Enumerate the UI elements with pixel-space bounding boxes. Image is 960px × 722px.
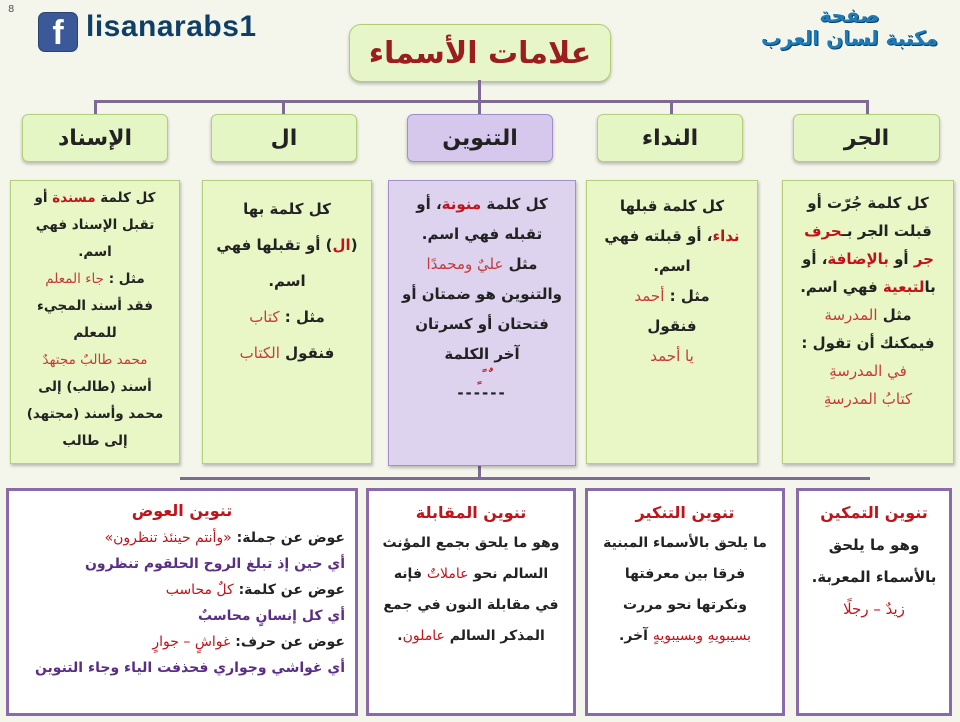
tankeer-line-4: بسيبويهِ وبسيبويهٍ آخر.	[619, 628, 751, 644]
isnad-line-7: محمد طالبٌ مجتهدٌ	[42, 352, 148, 368]
tankeer-line-3: ونكرتها نحو مررت	[623, 597, 747, 613]
tankeer-title: تنوين التنكير	[635, 503, 735, 522]
isnad-line-4: مثل : جاء المعلم	[45, 271, 145, 287]
isnad-line-1: كل كلمة مسندة أو	[34, 190, 156, 206]
isnad-line-6: للمعلم	[73, 325, 117, 341]
tamkeen-title: تنوين التمكين	[820, 503, 928, 522]
facebook-icon[interactable]	[38, 12, 78, 52]
tamkeen-line-3: زيدٌ – رجلًا	[843, 600, 905, 618]
jar-line-6: فيمكنك أن تقول :	[801, 334, 935, 352]
al-line-3: اسم.	[268, 272, 306, 290]
connector-tanween-down	[478, 464, 481, 478]
box-muqabala	[366, 488, 576, 716]
nidaa-line-2: نداء، أو قبلته فهي	[604, 227, 740, 245]
nidaa-line-5: فنقول	[647, 317, 697, 335]
header-nidaa	[597, 114, 743, 162]
header-jar	[793, 114, 940, 162]
iwad-line-6: أي غواشي وجواري فحذفت الياء وجاء التنوين	[34, 660, 345, 676]
iwad-title: تنوين العوض	[131, 501, 233, 520]
jar-line-5: مثل المدرسة	[824, 306, 912, 324]
title-box	[349, 24, 611, 82]
box-iwad	[6, 488, 358, 716]
jar-line-4: بالتبعية فهي اسم.	[800, 278, 936, 296]
isnad-line-5: فقد أسند المجيء	[36, 298, 153, 314]
facebook-letter: f	[52, 14, 64, 52]
jar-line-2: قبلت الجر بـحرف	[804, 222, 932, 240]
tamkeen-line-2: بالأسماء المعربة.	[811, 568, 937, 586]
header-nidaa-label: النداء	[641, 125, 699, 151]
iwad-line-1: عوض عن جملة: «وأنتم حينئذ تنظرون»	[104, 530, 345, 546]
jar-line-3: جر أو بالإضافة، أو	[802, 250, 934, 268]
jar-line-8: كتابُ المدرسةِ	[823, 390, 913, 408]
jar-line-7: في المدرسةِ	[829, 362, 907, 380]
header-isnad	[22, 114, 168, 162]
tanween-line-1: كل كلمة منونة، أو	[416, 195, 548, 213]
al-line-4: مثل : كتاب	[249, 308, 325, 326]
brand-line-2: مكتبة لسان العرب	[760, 26, 938, 50]
isnad-line-3: اسم.	[78, 244, 112, 260]
muqabala-line-2: السالم نحو عاملاتٌ فإنه	[393, 566, 549, 582]
isnad-line-10: إلى طالب	[62, 433, 128, 449]
content-nidaa	[586, 180, 758, 464]
header-al-label: ال	[270, 125, 298, 151]
connector-title-vertical	[478, 80, 481, 102]
content-jar	[782, 180, 954, 464]
tankeer-line-2: فرقا بين معرفتها	[624, 566, 746, 582]
content-isnad	[10, 180, 180, 464]
box-tamkeen	[796, 488, 952, 716]
tanween-line-3: مثل عليٌ ومحمدًا	[426, 255, 538, 273]
facebook-page-name: lisanarabs1	[86, 10, 257, 43]
al-line-5: فنقول الكتاب	[239, 344, 335, 362]
jar-line-1: كل كلمة جُرّت أو	[807, 194, 929, 212]
header-tanween-label: التنوين	[442, 125, 518, 151]
tanween-line-5: فتحتان أو كسرتان	[415, 315, 549, 333]
header-isnad-label: الإسناد	[57, 125, 133, 151]
tanween-marks: ٌ ً ٍ	[476, 367, 488, 385]
page-number: 8	[8, 4, 15, 15]
header-tanween	[407, 114, 553, 162]
header-al	[211, 114, 357, 162]
iwad-line-5: عوض عن حرف: غواشٍ – جوارٍ	[152, 634, 345, 650]
isnad-line-8: أسند (طالب) إلى	[38, 379, 152, 395]
al-line-1: كل كلمة بها	[243, 200, 331, 218]
tankeer-line-1: ما يلحق بالأسماء المبنية	[603, 535, 767, 551]
tanween-line-2: تقبله فهي اسم.	[421, 225, 543, 243]
content-al	[202, 180, 372, 464]
connector-bottom-horizontal	[180, 477, 870, 480]
isnad-line-9: محمد وأسند (مجتهد)	[26, 406, 164, 422]
iwad-line-4: أي كل إنسانٍ محاسبٌ	[198, 608, 345, 624]
nidaa-line-3: اسم.	[653, 257, 691, 275]
nidaa-line-1: كل كلمة قبلها	[619, 197, 725, 215]
muqabala-line-4: المذكر السالم عاملون.	[397, 628, 545, 644]
connector-horizontal	[94, 100, 868, 103]
al-line-2: (ال) أو تقبلها فهي	[216, 236, 358, 254]
brand-logo	[761, 4, 938, 50]
tanween-line-4: والتنوين هو ضمتان أو	[402, 285, 562, 303]
tanween-line-6: آخر الكلمة	[444, 345, 520, 363]
nidaa-line-6: يا أحمد	[650, 347, 694, 365]
muqabala-title: تنوين المقابلة	[415, 503, 527, 522]
tamkeen-line-1: وهو ما يلحق	[828, 536, 920, 554]
box-tankeer	[585, 488, 785, 716]
muqabala-line-3: في مقابلة النون في جمع	[383, 597, 559, 613]
brand-line-1: صفحة	[819, 3, 880, 27]
isnad-line-2: تقبل الإسناد فهي	[35, 217, 155, 233]
content-tanween	[388, 180, 576, 466]
diagram-title: علامات الأسماء	[368, 35, 592, 71]
header-jar-label: الجر	[843, 125, 890, 151]
muqabala-line-1: وهو ما يلحق بجمع المؤنث	[382, 535, 560, 551]
nidaa-line-4: مثل : أحمد	[634, 287, 710, 305]
iwad-line-2: أي حين إذ تبلغ الروح الحلقوم تنظرون	[84, 556, 345, 572]
iwad-line-3: عوض عن كلمة: كلٌ محاسب	[165, 582, 345, 598]
tanween-dashes: ------	[457, 384, 507, 402]
